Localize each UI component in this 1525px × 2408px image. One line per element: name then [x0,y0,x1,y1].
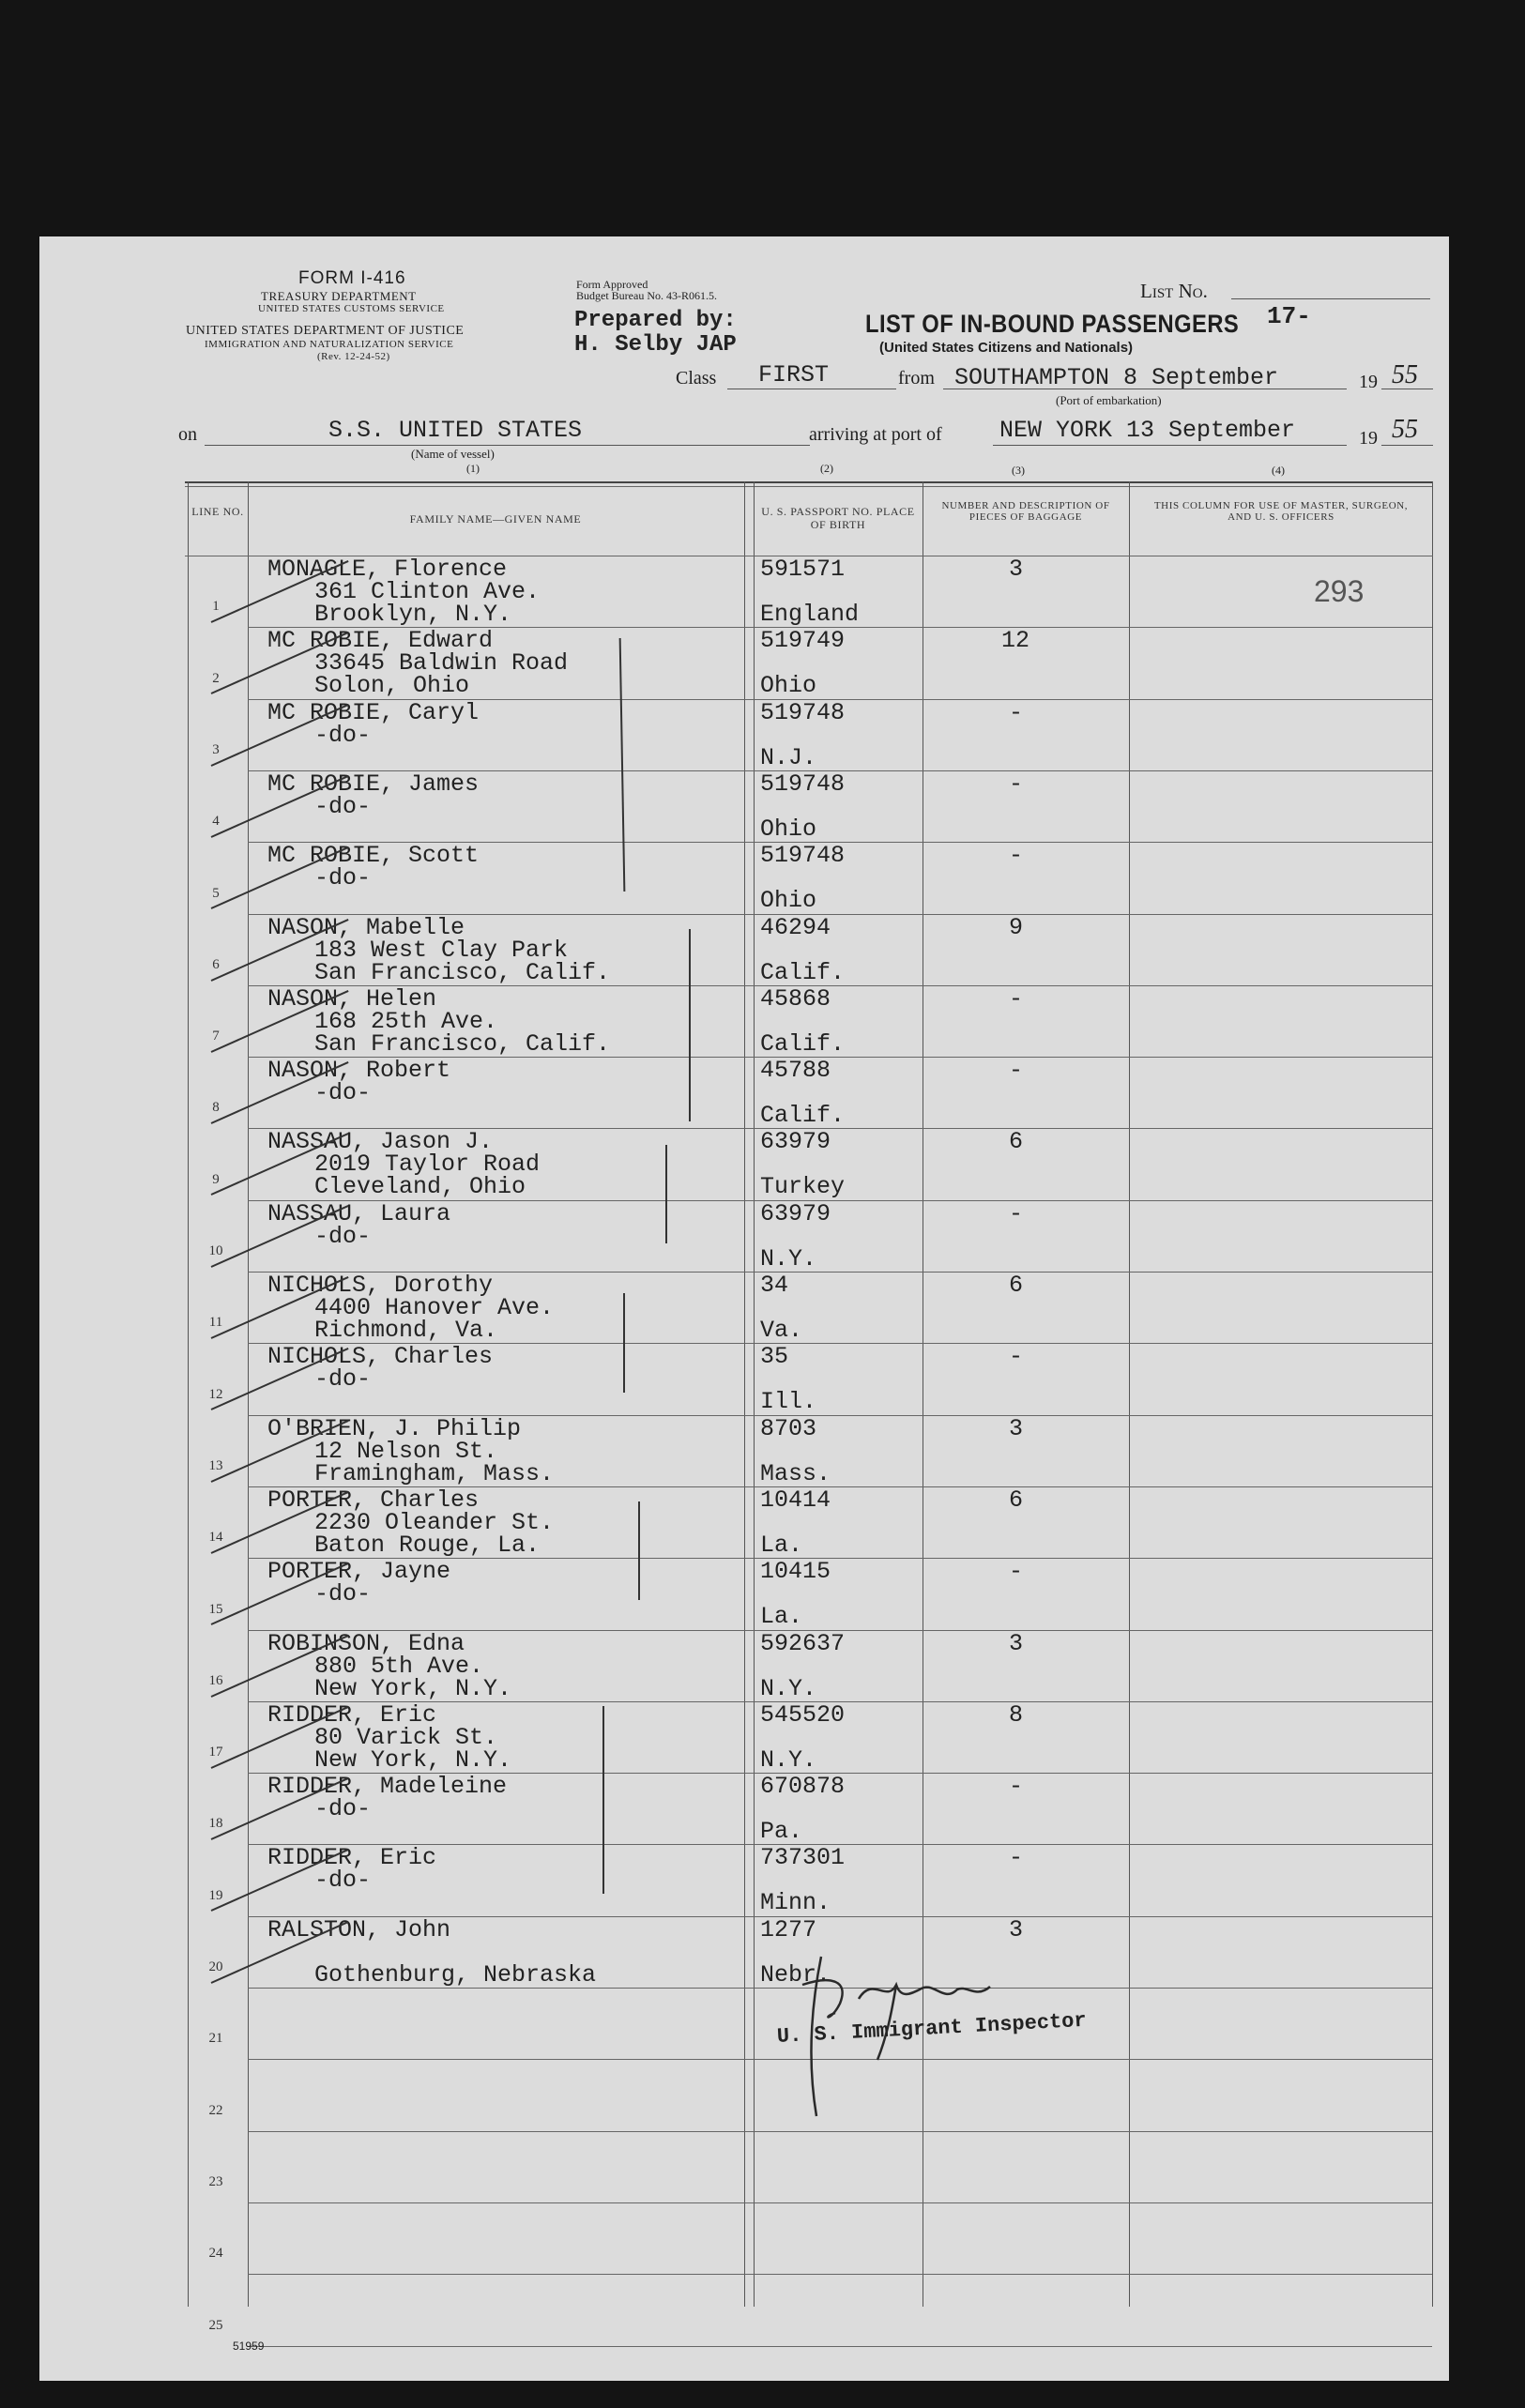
passenger-name: NICHOLS, Dorothy [267,1272,494,1299]
passenger-name: RIDDER, Eric [267,1844,437,1872]
address-line-2: San Francisco, Calif. [314,958,611,986]
line-number: 13 [208,1457,223,1473]
baggage-count: - [1009,842,1024,870]
col-header-name: FAMILY NAME—GIVEN NAME [409,512,582,526]
passenger-name: RIDDER, Madeleine [267,1773,508,1801]
line-number: 24 [208,2246,223,2262]
col-header-line: LINE NO. [191,505,244,518]
place-of-birth: Calif. [760,1029,846,1058]
form-subtitle: (United States Citizens and Nationals) [879,340,1134,356]
address-line-1: 4400 Hanover Ave. [314,1294,555,1321]
passenger-name: NICHOLS, Charles [267,1343,494,1371]
baggage-count: - [1009,1057,1024,1085]
place-of-birth: Ohio [760,672,817,700]
row-divider [248,2202,1432,2203]
address-line-1: -do- [314,1079,372,1107]
passport-number: 63979 [760,1128,831,1156]
list-no-value: 17- [1267,302,1311,330]
col-header-officers: THIS COLUMN FOR USE OF MASTER, SURGEON, AND U. S. OFFICERS [1153,500,1409,523]
address-line-2: San Francisco, Calif. [314,1029,611,1058]
row-divider [248,2274,1432,2275]
baggage-count: 6 [1009,1486,1024,1514]
place-of-birth: Ill. [760,1388,817,1416]
line-number: 18 [208,1816,223,1832]
year-prefix: 19 [1359,372,1378,392]
address-line-1: -do- [314,1867,372,1895]
passenger-name: RALSTON, John [267,1915,451,1943]
passport-number: 63979 [760,1199,831,1227]
place-of-birth: Ohio [760,815,817,843]
year-arrival: 55 [1392,415,1418,444]
address-line-1: 880 5th Ave. [314,1652,484,1680]
budget-bureau: Budget Bureau No. 43-R061.5. [576,289,717,302]
address-line-1: -do- [314,864,372,892]
address-line-1: -do- [314,721,372,749]
passport-number: 737301 [760,1844,846,1872]
line-number: 9 [212,1171,220,1187]
passenger-name: NASON, Helen [267,984,437,1013]
baggage-count: - [1009,1558,1024,1586]
passenger-name: PORTER, Charles [267,1486,480,1514]
form-number: FORM I-416 [298,268,406,288]
address-line-1: -do- [314,1795,372,1823]
address-line-1: -do- [314,792,372,820]
family-bracket [665,1145,667,1243]
line-number: 1 [212,599,220,615]
line-number: 3 [212,741,220,757]
line-number: 15 [208,1601,223,1617]
address-line-1: 33645 Baldwin Road [314,649,569,678]
col-header-baggage: NUMBER AND DESCRIPTION OF PIECES OF BAGGAGE [941,500,1110,523]
arriving-label: arriving at port of [809,424,942,445]
line-number: 25 [208,2317,223,2333]
passport-number: 592637 [760,1629,846,1657]
family-bracket [623,1293,625,1393]
address-line-2: Framingham, Mass. [314,1459,555,1487]
line-number: 2 [212,670,220,686]
line-number: 12 [208,1386,223,1402]
baggage-count: 6 [1009,1128,1024,1156]
revision: (Rev. 12-24-52) [317,351,390,362]
address-line-2: Gothenburg, Nebraska [314,1960,597,1989]
place-of-birth: Calif. [760,1102,846,1130]
passenger-name: MC ROBIE, Edward [267,627,494,655]
customs-service: UNITED STATES CUSTOMS SERVICE [258,303,445,314]
baggage-count: 3 [1009,556,1024,583]
place-of-birth: England [760,601,860,628]
address-line-1: 2230 Oleander St. [314,1508,555,1536]
family-bracket [602,1706,604,1894]
passport-number: 46294 [760,913,831,941]
passport-number: 34 [760,1272,789,1299]
line-number: 10 [208,1243,223,1258]
baggage-count: 3 [1009,1414,1024,1442]
place-of-birth: Nebr. [760,1960,831,1989]
line-number: 11 [208,1315,223,1331]
passport-number: 519748 [760,842,846,870]
year-embark: 55 [1392,360,1418,389]
row-divider [248,2346,1432,2347]
port-embark-caption: (Port of embarkation) [1056,393,1162,407]
passenger-name: ROBINSON, Edna [267,1629,465,1657]
place-of-birth: N.J. [760,743,817,771]
baggage-count: - [1009,1844,1024,1872]
line-number: 20 [208,1959,223,1974]
class-value: FIRST [758,361,830,389]
baggage-count: - [1009,1773,1024,1801]
passenger-name: RIDDER, Eric [267,1700,437,1729]
preparer-name: H. Selby JAP [574,332,737,358]
treasury-dept: TREASURY DEPARTMENT [261,289,417,303]
col-num-2: (2) [820,462,833,475]
passenger-name: MC ROBIE, Caryl [267,698,480,726]
line-number: 22 [208,2102,223,2118]
baggage-count: - [1009,1199,1024,1227]
place-of-birth: Va. [760,1317,803,1344]
year-prefix-2: 19 [1359,428,1378,449]
form-title: LIST OF IN-BOUND PASSENGERS [865,310,1240,338]
baggage-count: 6 [1009,1272,1024,1299]
passport-number: 45868 [760,984,831,1013]
port-of-arrival: NEW YORK 13 September [999,417,1296,444]
address-line-1: 183 West Clay Park [314,936,569,964]
place-of-birth: Pa. [760,1818,803,1846]
address-line-2: Cleveland, Ohio [314,1173,526,1201]
list-no-label: List No. [1140,280,1208,302]
place-of-birth: Calif. [760,958,846,986]
line-number: 19 [208,1887,223,1903]
passenger-name: MC ROBIE, James [267,770,480,798]
col-header-passport: U. S. PASSPORT NO. PLACE OF BIRTH [761,505,915,531]
place-of-birth: N.Y. [760,1244,817,1273]
address-line-1: -do- [314,1222,372,1250]
col-num-3: (3) [1012,464,1025,477]
passenger-name: PORTER, Jayne [267,1558,451,1586]
passenger-name: NASON, Mabelle [267,913,465,941]
address-line-2: New York, N.Y. [314,1745,512,1774]
passport-number: 591571 [760,556,846,583]
port-of-embarkation: SOUTHAMPTON 8 September [954,364,1279,391]
address-line-1: 2019 Taylor Road [314,1151,541,1179]
passport-number: 519749 [760,627,846,655]
passport-number: 10415 [760,1558,831,1586]
col-num-4: (4) [1272,464,1285,477]
baggage-count: - [1009,770,1024,798]
on-label: on [178,424,197,445]
line-number: 4 [212,814,220,830]
line-number: 21 [208,2031,223,2047]
prepared-by-label: Prepared by: [574,308,737,333]
address-line-1: 168 25th Ave. [314,1007,498,1035]
passenger-name: NASSAU, Jason J. [267,1128,494,1156]
family-bracket [689,929,691,1121]
passport-number: 670878 [760,1773,846,1801]
baggage-count: - [1009,698,1024,726]
place-of-birth: Turkey [760,1173,846,1201]
baggage-count: - [1009,984,1024,1013]
passport-number: 519748 [760,698,846,726]
address-line-2: Baton Rouge, La. [314,1531,541,1559]
line-number: 6 [212,956,220,972]
place-of-birth: La. [760,1531,803,1559]
passport-number: 519748 [760,770,846,798]
passenger-name: O'BRIEN, J. Philip [267,1414,522,1442]
address-line-1: -do- [314,1365,372,1394]
footer-code: 51959 [233,2339,265,2353]
baggage-count: - [1009,1343,1024,1371]
place-of-birth: Ohio [760,887,817,915]
baggage-count: 3 [1009,1915,1024,1943]
passenger-name: NASON, Robert [267,1057,451,1085]
address-line-2: Brooklyn, N.Y. [314,601,512,628]
line-number: 23 [208,2173,223,2189]
place-of-birth: Mass. [760,1459,831,1487]
from-label: from [898,368,935,389]
address-line-2: New York, N.Y. [314,1674,512,1702]
ins-service: IMMIGRATION AND NATURALIZATION SERVICE [205,339,454,350]
family-bracket [638,1501,640,1600]
passport-number: 545520 [760,1700,846,1729]
address-line-1: -do- [314,1580,372,1608]
class-label: Class [676,368,717,389]
line-number: 14 [208,1530,223,1546]
vessel-caption: (Name of vessel) [411,447,495,461]
passenger-name: NASSAU, Laura [267,1199,451,1227]
line-number: 7 [212,1029,220,1044]
address-line-1: 80 Varick St. [314,1723,498,1751]
baggage-count: 9 [1009,913,1024,941]
line-number: 17 [208,1745,223,1760]
justice-dept: UNITED STATES DEPARTMENT OF JUSTICE [186,324,465,338]
place-of-birth: N.Y. [760,1674,817,1702]
passenger-name: MONAGLE, Florence [267,556,508,583]
passport-number: 45788 [760,1057,831,1085]
place-of-birth: La. [760,1603,803,1631]
passport-number: 35 [760,1343,789,1371]
officer-annotation: 293 [1314,574,1365,608]
line-number: 5 [212,885,220,901]
passport-number: 8703 [760,1414,817,1442]
baggage-count: 3 [1009,1629,1024,1657]
col-num-1: (1) [466,462,480,475]
place-of-birth: Minn. [760,1889,831,1917]
address-line-1: 361 Clinton Ave. [314,578,541,605]
passport-number: 1277 [760,1915,817,1943]
address-line-2: Richmond, Va. [314,1317,498,1344]
vessel-name: S.S. UNITED STATES [328,417,583,444]
line-number: 16 [208,1672,223,1688]
line-number: 8 [212,1100,220,1116]
address-line-2: Solon, Ohio [314,672,470,700]
place-of-birth: N.Y. [760,1745,817,1774]
form-approved: Form Approved [576,278,648,291]
passenger-name: MC ROBIE, Scott [267,842,480,870]
baggage-count: 8 [1009,1700,1024,1729]
address-line-1: 12 Nelson St. [314,1437,498,1465]
inspector-stamp: U. S. Immigrant Inspector [776,2008,1088,2049]
baggage-count: 12 [1001,627,1030,655]
passport-number: 10414 [760,1486,831,1514]
